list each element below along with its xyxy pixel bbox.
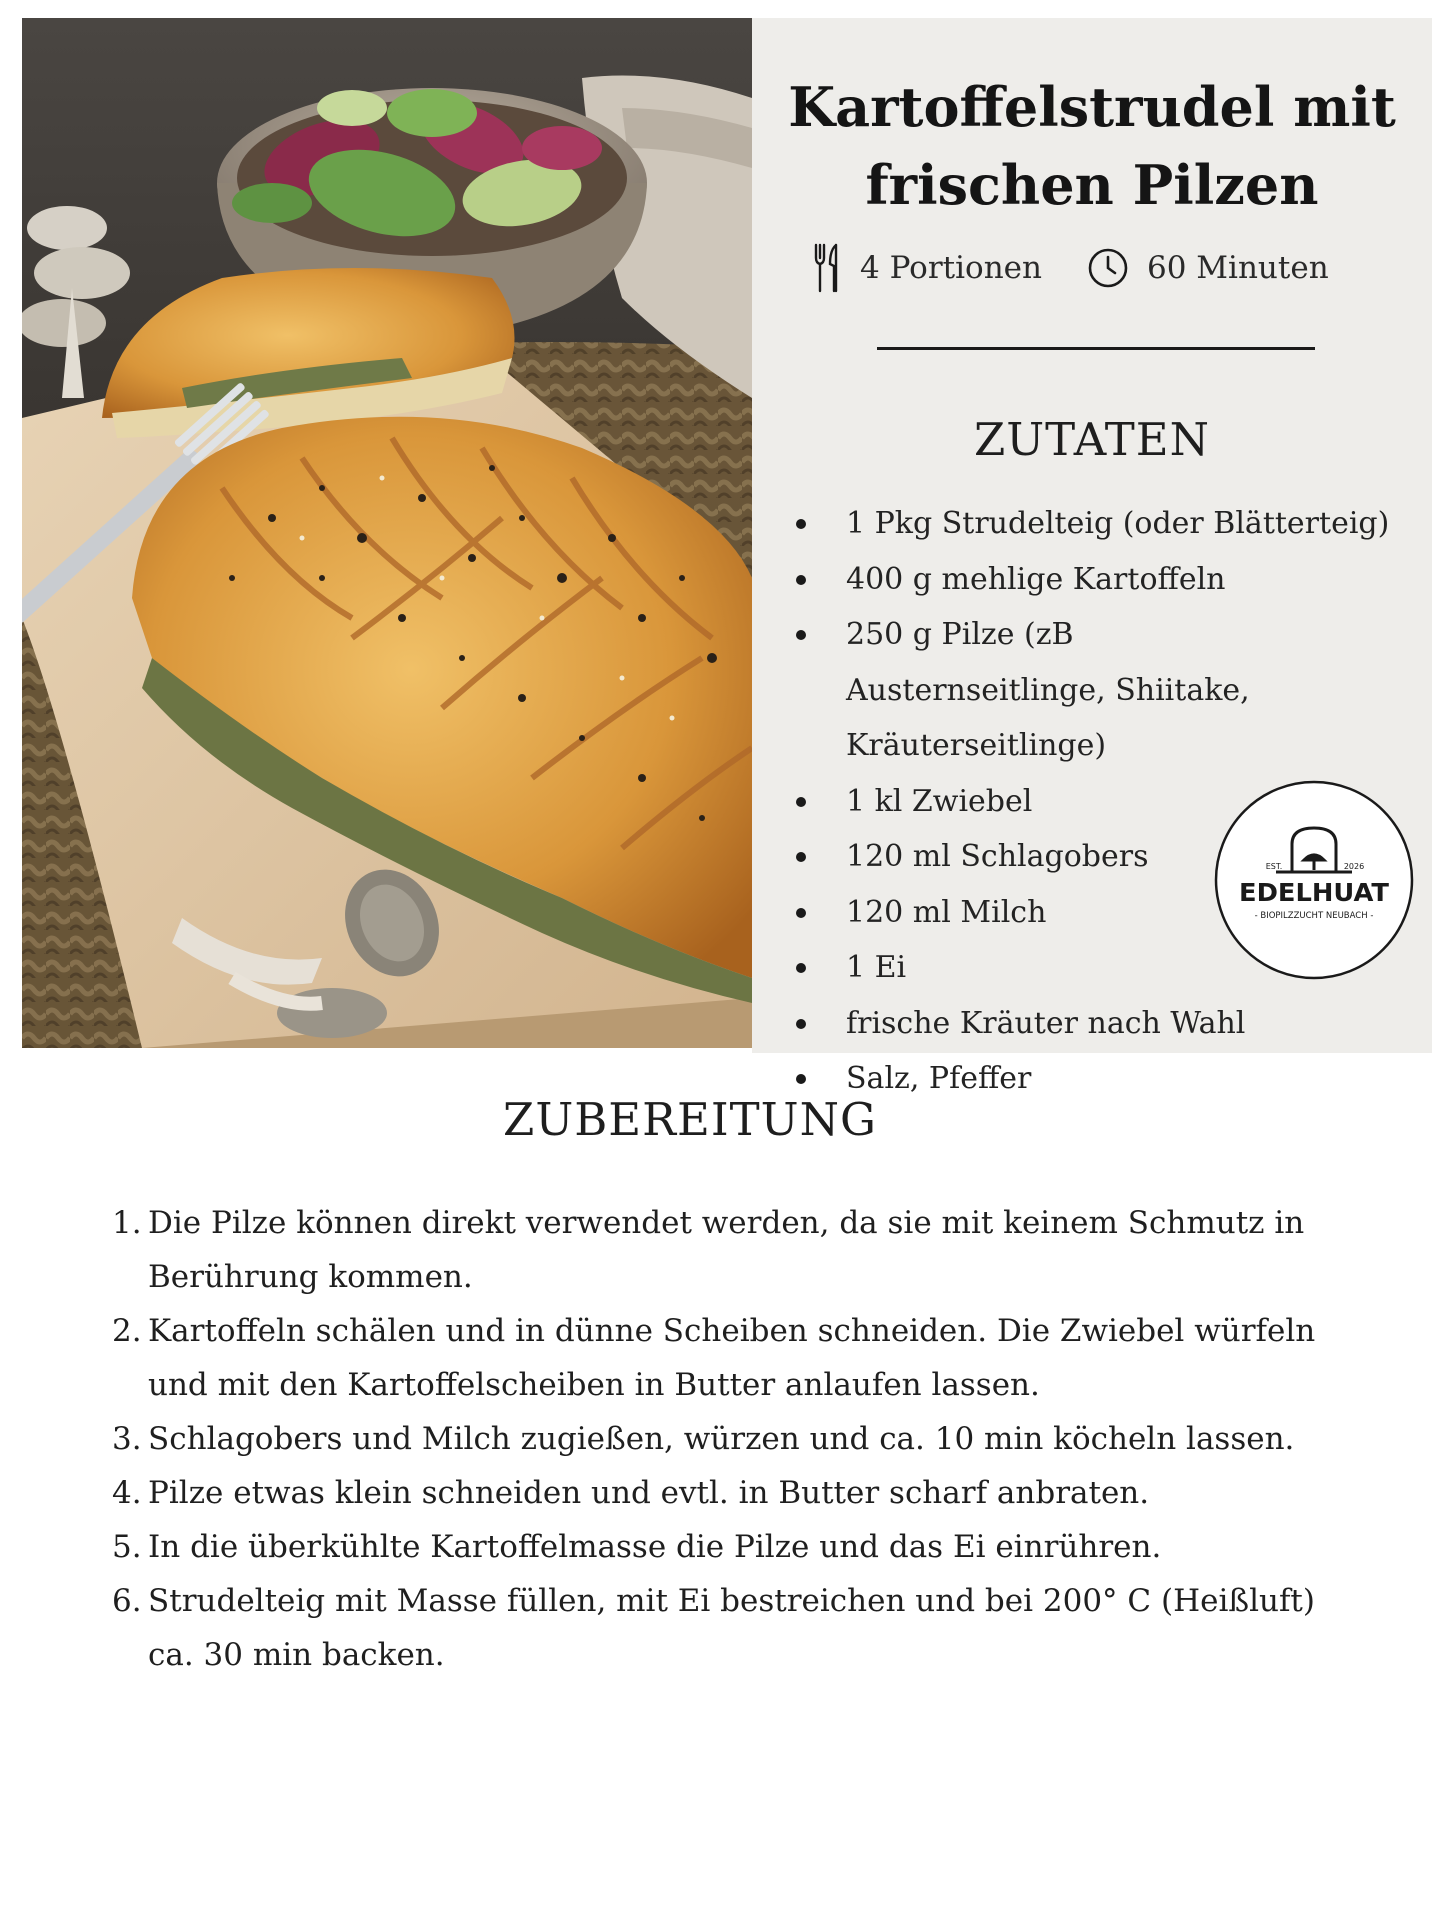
step-text: Schlagobers und Milch zugießen, würzen und ca. 10 min köcheln lassen. [148, 1421, 1295, 1457]
logo-brand: EDELHUAT [1239, 878, 1389, 907]
step-number: 4. [112, 1475, 142, 1511]
time-info [1087, 238, 1329, 298]
fork-knife-icon [812, 242, 842, 294]
clock-icon [1087, 247, 1129, 289]
ingredient-item: 1 kl Zwiebel [792, 774, 1412, 830]
ingredient-item: 1 Ei [792, 940, 1412, 996]
logo-year: 2026 [1343, 862, 1365, 871]
preparation-heading: ZUBEREITUNG [503, 1093, 877, 1146]
preparation-step [112, 1412, 1332, 1466]
portions-info [812, 238, 1042, 298]
step-text: Pilze etwas klein schneiden und evtl. in Butter scharf anbraten. [148, 1475, 1150, 1511]
recipe-photo [22, 18, 752, 1048]
logo-est: EST. [1265, 862, 1283, 871]
step-number: 6. [112, 1583, 142, 1619]
strudel-photo-illustration [22, 18, 752, 1048]
logo-tagline: - BIOPILZZUCHT NEUBACH - [1254, 911, 1374, 921]
portions-text: 4 Portionen [860, 250, 1042, 286]
title-divider [877, 347, 1315, 350]
recipe-title-line2: frischen Pilzen [865, 153, 1319, 217]
step-text: In die überkühlte Kartoffelmasse die Pilze und das Ei einrühren. [148, 1529, 1162, 1565]
preparation-step [112, 1574, 1332, 1682]
step-number: 5. [112, 1529, 142, 1565]
preparation-step [112, 1196, 1332, 1304]
ingredient-item: Salz, Pfeffer [792, 1051, 1412, 1107]
ingredient-item: frische Kräuter nach Wahl [792, 996, 1412, 1052]
recipe-title [752, 68, 1432, 224]
preparation-step [112, 1466, 1332, 1520]
preparation-step [112, 1304, 1332, 1412]
ingredient-item: 1 Pkg Strudelteig (oder Blätterteig) [792, 496, 1412, 552]
step-text: Strudelteig mit Masse füllen, mit Ei bestreichen und bei 200° C (Heißluft) ca. 30 min backen. [148, 1583, 1315, 1673]
preparation-step [112, 1520, 1332, 1574]
ingredient-item: 400 g mehlige Kartoffeln [792, 552, 1412, 608]
step-number: 3. [112, 1421, 142, 1457]
ingredient-item: 250 g Pilze (zB Austernseitlinge, Shiitake, Kräuterseitlinge) [792, 607, 1316, 774]
edelhuat-logo [1214, 780, 1414, 980]
time-text: 60 Minuten [1147, 250, 1329, 286]
step-number: 1. [112, 1205, 142, 1241]
preparation-steps [112, 1196, 1332, 1682]
recipe-title-line1: Kartoffelstrudel mit [788, 75, 1396, 139]
recipe-meta [752, 238, 1432, 298]
ingredient-item: 120 ml Schlagobers [792, 829, 1412, 885]
step-text: Kartoffeln schälen und in dünne Scheiben schneiden. Die Zwiebel würfeln und mit den Kartoffelscheiben in Butter anlaufen lassen. [148, 1313, 1316, 1403]
ingredient-item: 120 ml Milch [792, 885, 1412, 941]
step-text: Die Pilze können direkt verwendet werden, da sie mit keinem Schmutz in Berührung kommen. [148, 1205, 1305, 1295]
ingredients-heading: ZUTATEN [973, 413, 1211, 466]
step-number: 2. [112, 1313, 142, 1349]
